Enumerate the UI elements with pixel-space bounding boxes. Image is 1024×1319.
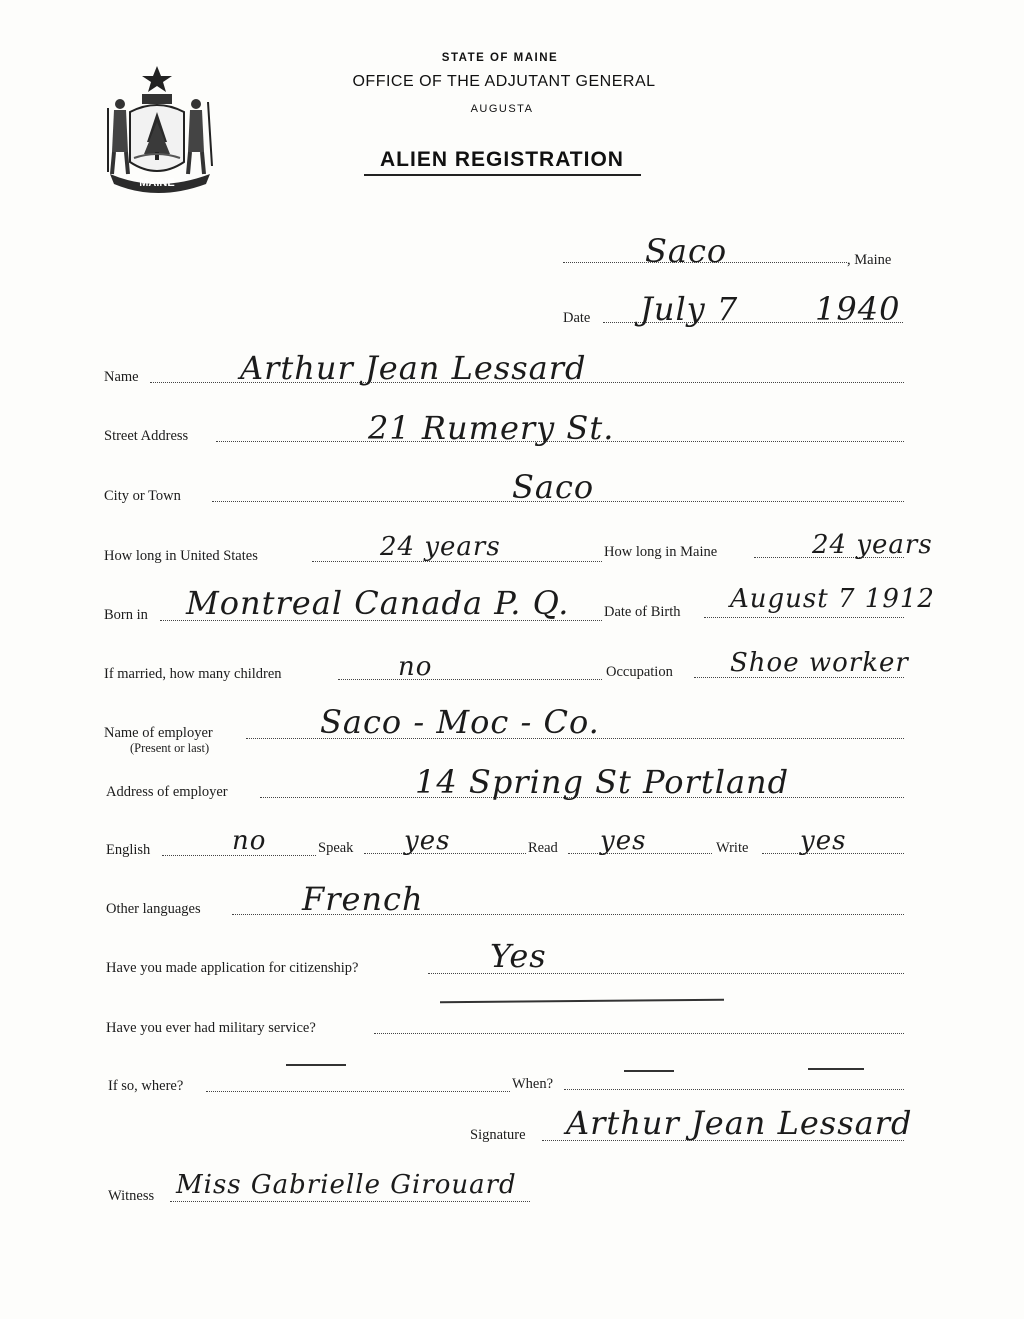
write-label: Write (716, 840, 749, 856)
dob-entry: August 7 1912 (730, 584, 935, 614)
city-heading: AUGUSTA (470, 103, 534, 115)
maine-label: , Maine (847, 252, 892, 268)
where-label: If so, where? (108, 1078, 184, 1094)
children-label: If married, how many children (104, 666, 282, 682)
when-dash-1 (624, 1070, 674, 1072)
city-entry: Saco (512, 468, 595, 506)
how-long-us-label: How long in United States (104, 548, 258, 564)
children-line (338, 679, 602, 680)
office-heading: OFFICE OF THE ADJUTANT GENERAL (352, 73, 656, 90)
street-entry: 21 Rumery St. (368, 409, 615, 447)
town-entry: Saco (645, 232, 728, 270)
blank-dash (440, 999, 724, 1003)
citizenship-entry: Yes (490, 937, 547, 975)
how-long-us-entry: 24 years (380, 532, 501, 562)
witness-entry: Miss Gabrielle Girouard (176, 1170, 517, 1200)
date-year-entry: 1940 (815, 290, 901, 328)
title-underline (364, 174, 641, 176)
born-in-label: Born in (104, 607, 148, 623)
name-label: Name (104, 369, 139, 385)
when-line (564, 1089, 904, 1090)
where-line (206, 1091, 510, 1092)
military-label: Have you ever had military service? (106, 1020, 316, 1036)
city-label: City or Town (104, 488, 181, 504)
employer-label: Name of employer (104, 725, 213, 741)
english-label: English (106, 842, 151, 858)
speak-entry: yes (404, 826, 451, 856)
employer-address-label: Address of employer (106, 784, 228, 800)
other-languages-label: Other languages (106, 901, 201, 917)
military-line (374, 1033, 904, 1034)
how-long-maine-label: How long in Maine (604, 544, 718, 560)
witness-label: Witness (108, 1188, 155, 1204)
employer-entry: Saco - Moc - Co. (320, 703, 600, 741)
date-label: Date (563, 310, 591, 326)
occupation-entry: Shoe worker (730, 648, 909, 678)
where-dash (286, 1064, 346, 1066)
read-label: Read (528, 840, 558, 856)
citizenship-label: Have you made application for citizenship? (106, 960, 359, 976)
read-entry: yes (600, 826, 647, 856)
dob-label: Date of Birth (604, 604, 681, 620)
when-label: When? (512, 1076, 554, 1092)
how-long-maine-entry: 24 years (812, 530, 933, 560)
seal-text: MAINE (139, 177, 175, 189)
form-title: ALIEN REGISTRATION (380, 148, 624, 171)
employer-note: (Present or last) (130, 741, 210, 755)
occupation-label: Occupation (606, 664, 673, 680)
speak-label: Speak (318, 840, 354, 856)
children-entry: no (398, 652, 433, 682)
signature-label: Signature (470, 1127, 526, 1143)
name-entry: Arthur Jean Lessard (240, 349, 587, 387)
english-entry: no (232, 826, 267, 856)
signature-entry: Arthur Jean Lessard (566, 1104, 913, 1142)
other-languages-entry: French (302, 880, 424, 918)
date-month-day-entry: July 7 (640, 290, 739, 328)
state-heading: STATE OF MAINE (441, 52, 559, 64)
born-in-entry: Montreal Canada P. Q. (186, 584, 570, 622)
dob-line (704, 617, 904, 618)
street-label: Street Address (104, 428, 189, 444)
witness-line (170, 1201, 530, 1202)
employer-address-entry: 14 Spring St Portland (415, 763, 790, 801)
when-dash-2 (808, 1068, 864, 1070)
write-entry: yes (800, 826, 847, 856)
